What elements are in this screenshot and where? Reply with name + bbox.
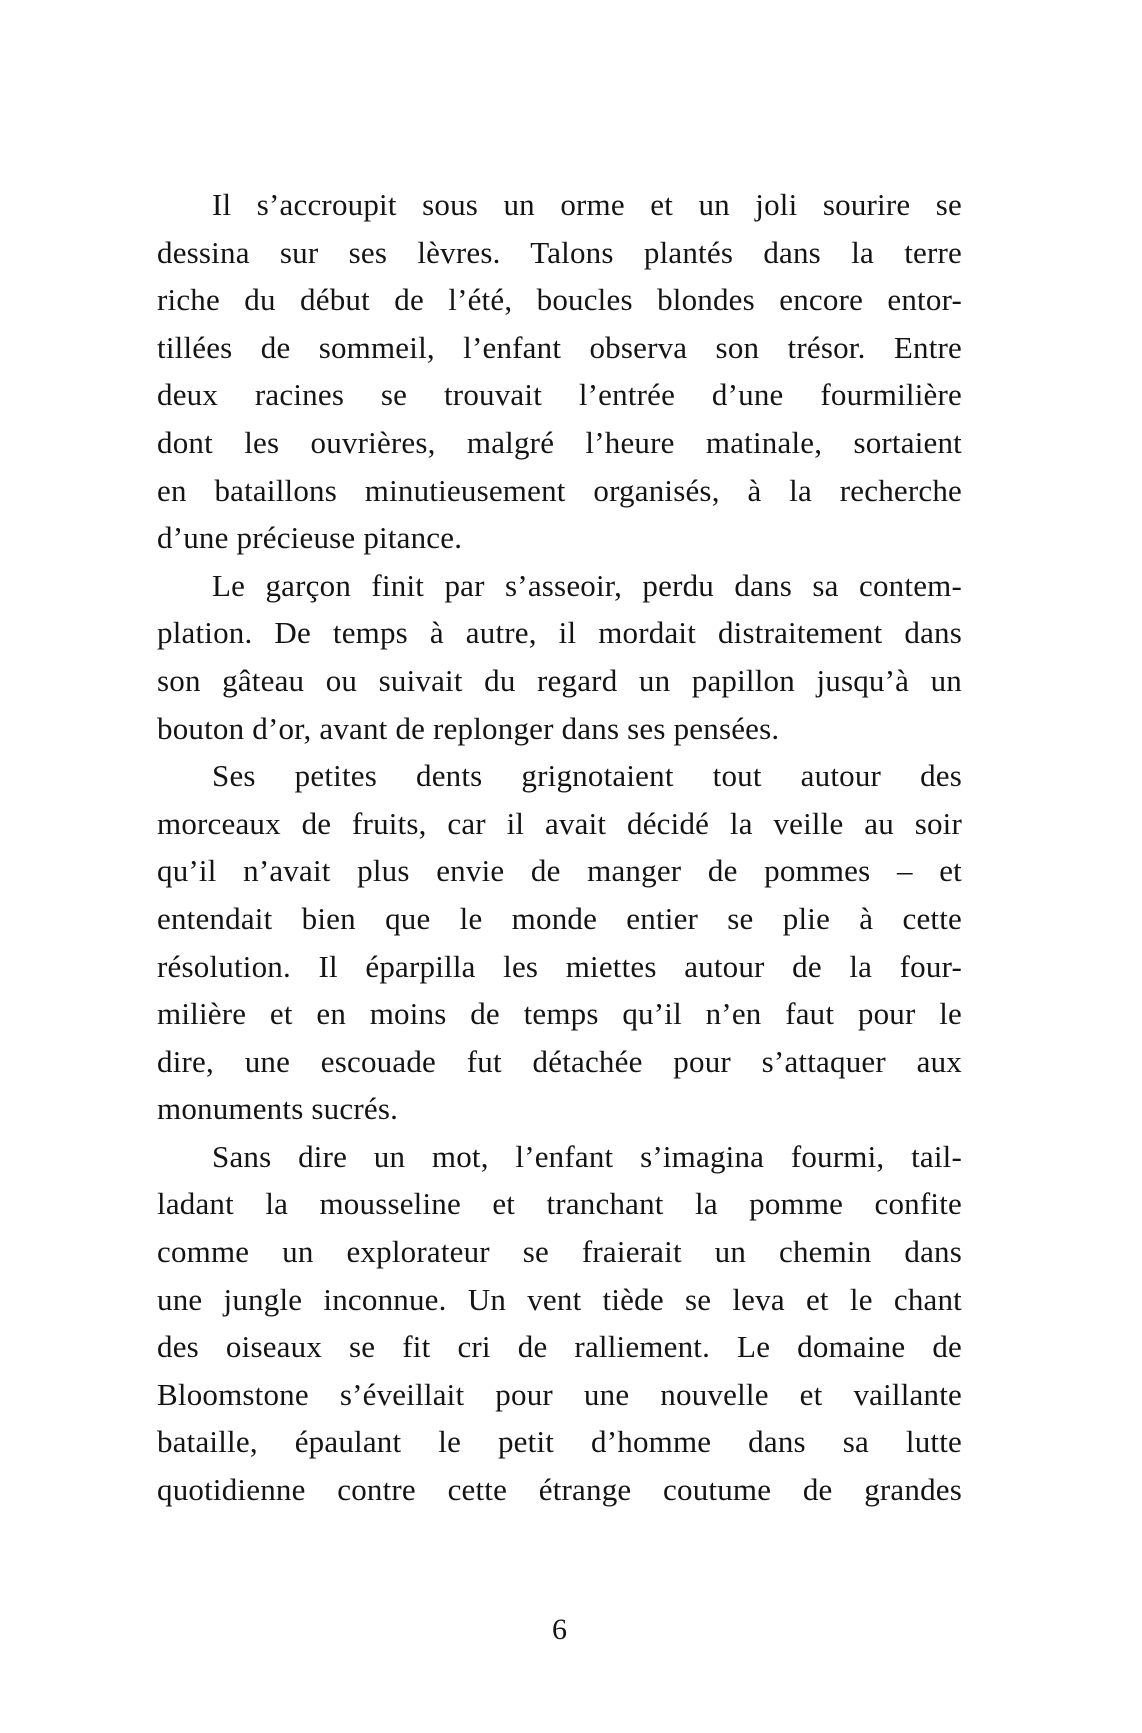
- text-line: Le garçon finit par s’asseoir, perdu dans sa contem-: [212, 567, 962, 603]
- page-number: 6: [552, 1613, 567, 1646]
- text-line: milière et en moins de temps qu’il n’en faut pour le: [157, 996, 962, 1032]
- text-line: son gâteau ou suivait du regard un papillon jusqu’à un: [157, 662, 962, 698]
- text-line: quotidienne contre cette étrange coutume de grandes: [157, 1472, 962, 1508]
- paragraph: [157, 181, 962, 562]
- text-line: Sans dire un mot, l’enfant s’imagina fourmi, tail-: [212, 1138, 962, 1174]
- text-line: dessina sur ses lèvres. Talons plantés dans la terre: [157, 234, 962, 270]
- text-line: résolution. Il éparpilla les miettes autour de la four-: [157, 948, 962, 984]
- text-line: comme un explorateur se fraierait un chemin dans: [157, 1234, 962, 1270]
- text-line: riche du début de l’été, boucles blondes encore entor-: [157, 282, 962, 318]
- text-line: bataille, épaulant le petit d’homme dans sa lutte: [157, 1424, 962, 1460]
- text-line: plation. De temps à autre, il mordait distraitement dans: [157, 615, 962, 651]
- text-line: morceaux de fruits, car il avait décidé la veille au soir: [157, 805, 962, 841]
- paragraph: [157, 1133, 962, 1514]
- text-line: monuments sucrés.: [157, 1091, 399, 1127]
- paragraph: [157, 562, 962, 752]
- text-line: des oiseaux se fit cri de ralliement. Le domaine de: [157, 1329, 962, 1365]
- text-line: d’une précieuse pitance.: [157, 520, 463, 556]
- text-line: dire, une escouade fut détachée pour s’attaquer aux: [157, 1043, 962, 1079]
- text-line: bouton d’or, avant de replonger dans ses pensées.: [157, 710, 780, 746]
- paragraph: [157, 752, 962, 1133]
- text-line: Bloomstone s’éveillait pour une nouvelle et vaillante: [157, 1376, 962, 1412]
- text-line: Ses petites dents grignotaient tout autour des: [212, 758, 962, 794]
- text-block: [157, 181, 962, 1514]
- text-line: ladant la mousseline et tranchant la pomme confite: [157, 1186, 962, 1222]
- text-line: deux racines se trouvait l’entrée d’une fourmilière: [157, 377, 962, 413]
- text-line: tillées de sommeil, l’enfant observa son trésor. Entre: [157, 329, 962, 365]
- text-line: dont les ouvrières, malgré l’heure matinale, sortaient: [157, 424, 962, 460]
- text-line: qu’il n’avait plus envie de manger de pommes – et: [157, 853, 962, 889]
- text-line: une jungle inconnue. Un vent tiède se leva et le chant: [157, 1281, 962, 1317]
- text-line: entendait bien que le monde entier se plie à cette: [157, 900, 962, 936]
- text-line: Il s’accroupit sous un orme et un joli sourire se: [212, 187, 962, 222]
- text-line: en bataillons minutieusement organisés, à la recherche: [157, 472, 962, 508]
